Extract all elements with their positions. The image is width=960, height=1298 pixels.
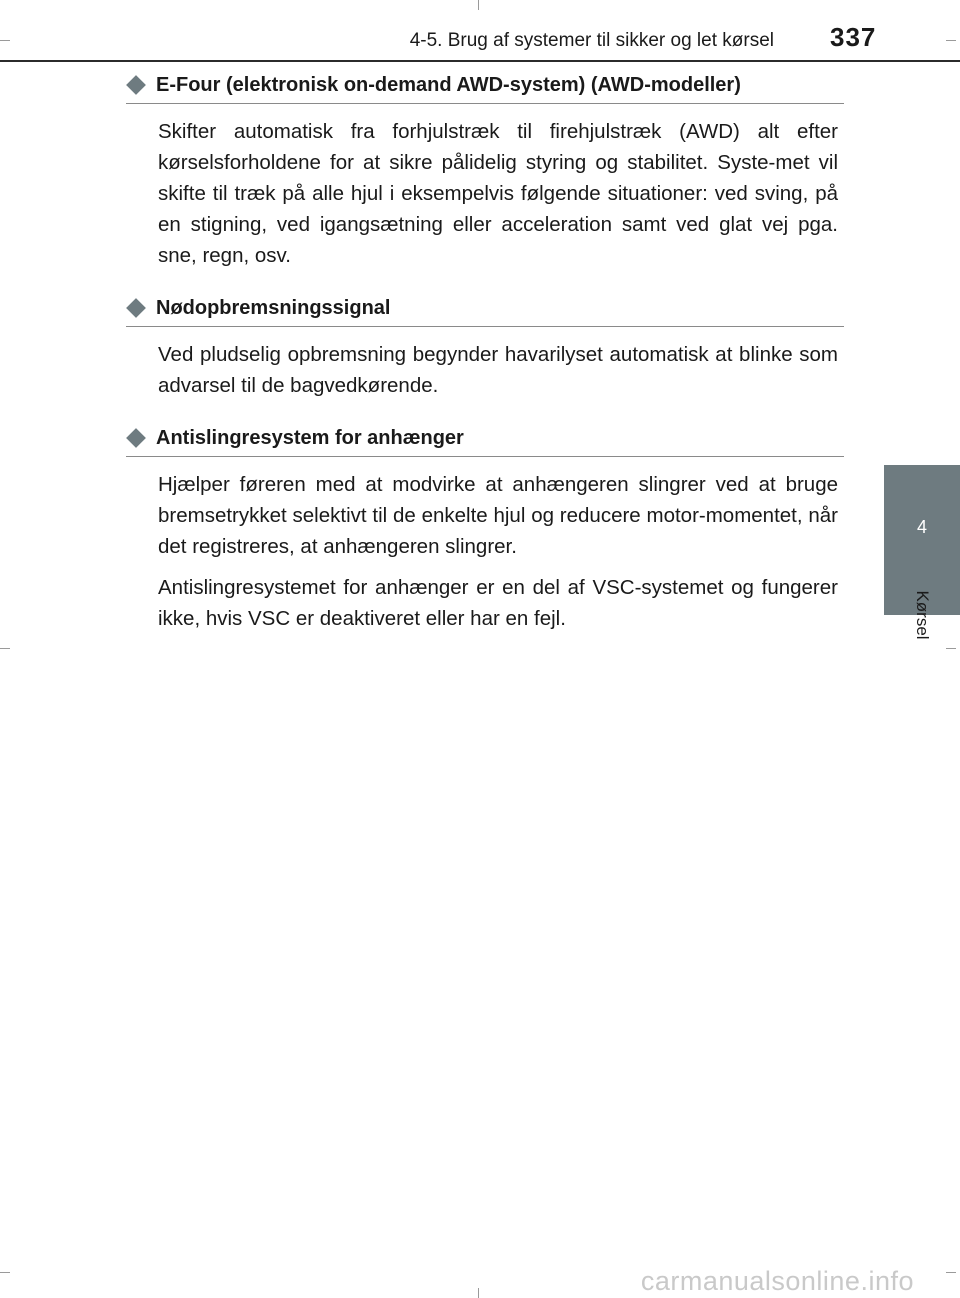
section-heading: [126, 423, 844, 457]
crop-mark: [0, 1272, 10, 1273]
section-heading-text: E-Four (elektronisk on-demand AWD-system) (AWD-modeller): [156, 74, 741, 96]
body-paragraph: Skifter automatisk fra forhjulstræk til firehjulstræk (AWD) alt efter kørselsforholdene for at sikre pålidelig styring og stabilitet. Syste-met vil skifte til træk på alle hjul i eksempelvis følgende situationer: ved sving, på en stigning, ved igangsætning eller acceleration samt ved glat vej pga. sne, regn, osv.: [158, 120, 838, 267]
chapter-label-text: Kørsel: [913, 590, 932, 640]
diamond-bullet-icon: [126, 75, 146, 95]
crop-mark: [946, 1272, 956, 1273]
watermark: carmanualsonline.info: [640, 1266, 914, 1296]
section-heading-text: Antislingresystem for anhænger: [156, 427, 464, 449]
body-paragraph: Hjælper føreren med at modvirke at anhængeren slingrer ved at bruge bremsetrykket selektivt til de enkelte hjul og reducere motor-momentet, når det registreres, at anhængeren slingrer.: [158, 473, 838, 558]
crop-mark: [478, 1288, 479, 1298]
crop-mark: [0, 648, 10, 649]
section-e-four: [126, 70, 844, 271]
body-paragraph: Antislingresystemet for anhænger er en del af VSC-systemet og fungerer ikke, hvis VSC er deaktiveret eller har en fejl.: [158, 576, 838, 630]
body-paragraph: Ved pludselig opbremsning begynder havarilyset automatisk at blinke som advarsel til de bagvedkørende.: [158, 343, 838, 397]
header-rule: [0, 60, 960, 62]
spacer: [126, 271, 844, 293]
page-content: [126, 70, 844, 634]
section-heading-text: Nødopbremsningssignal: [156, 297, 391, 319]
chapter-label: [884, 580, 960, 650]
chapter-number: 4: [916, 517, 927, 537]
spacer: [126, 401, 844, 423]
diamond-bullet-icon: [126, 298, 146, 318]
section-trailer-sway-control: [126, 423, 844, 634]
section-title: 4-5. Brug af systemer til sikker og let kørsel: [409, 30, 774, 51]
page-number: 337: [830, 22, 877, 52]
diamond-bullet-icon: [126, 428, 146, 448]
section-heading: [126, 293, 844, 327]
section-emergency-brake-signal: [126, 293, 844, 401]
section-heading: [126, 70, 844, 104]
page-header: [0, 0, 960, 62]
